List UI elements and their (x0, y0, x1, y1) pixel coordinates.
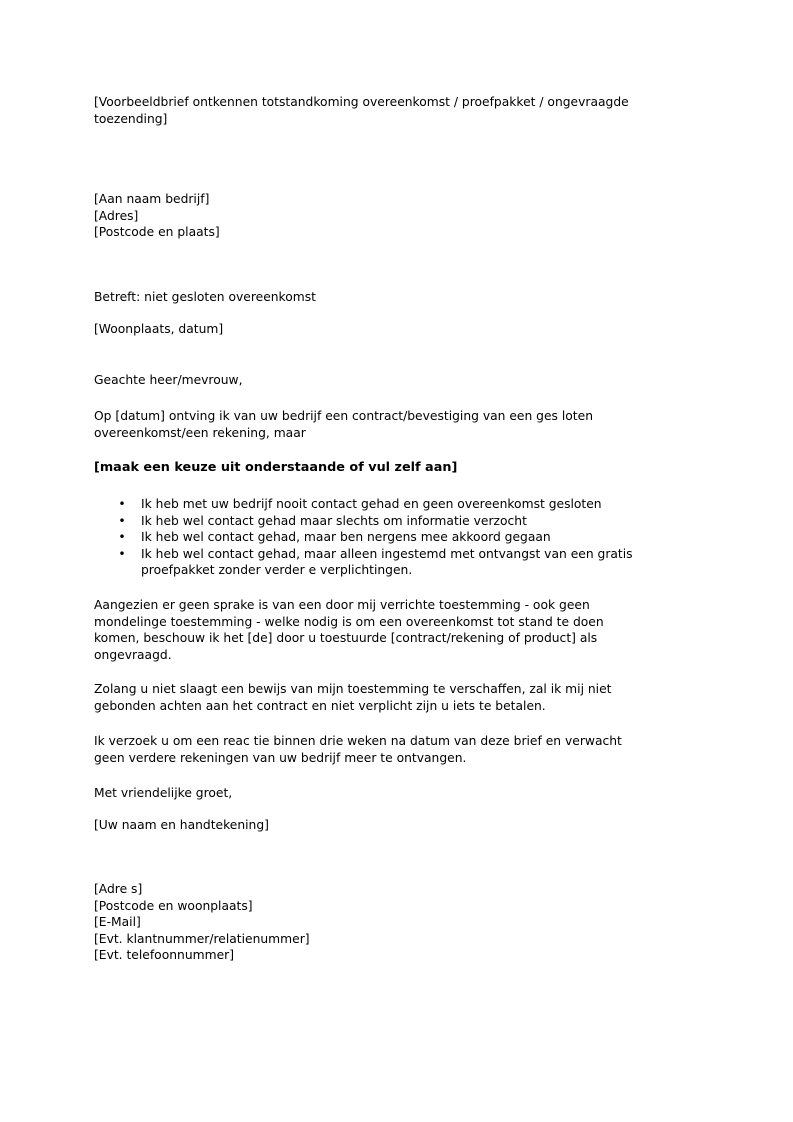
paragraph-request (94, 733, 694, 766)
letter-title (94, 94, 694, 127)
paragraph-line: mondelinge toestemming - welke nodig is om een overeenkomst tot stand te doen (94, 614, 604, 629)
list-item (94, 513, 694, 530)
bullet-icon: • (118, 513, 126, 528)
intro-paragraph (94, 408, 694, 441)
salutation-text: Geachte heer/mevrouw, (94, 373, 243, 387)
paragraph-line: komen, beschouw ik het [de] door u toestuurde [contract/rekening of product] als (94, 631, 598, 645)
place-date-text: [Woonplaats, datum] (94, 322, 224, 336)
choice-heading-text: [maak een keuze uit onderstaande of vul zelf aan] (94, 460, 458, 475)
salutation (94, 372, 694, 389)
letter-title-line: [Voorbeeldbrief ontkennen totstandkoming overeenkomst / proefpakket / ongevraagde (94, 95, 629, 109)
paragraph-line: Zolang u niet slaagt een bewijs van mijn toestemming te verschaffen, zal ik mij niet (94, 682, 612, 696)
letter-title-line: toezending] (94, 111, 168, 126)
options-list (94, 496, 694, 579)
signature-text: [Uw naam en handtekening] (94, 818, 269, 832)
intro-line: Op [datum] ontving ik van uw bedrijf een contract/bevestiging van een ges loten (94, 409, 593, 423)
paragraph-line: Aangezien er geen sprake is van een door mij verrichte toestemming - ook geen (94, 598, 590, 612)
sender-customer-number: [Evt. klantnummer/relatienummer] (94, 931, 310, 946)
sender-phone: [Evt. telefoonnummer] (94, 948, 234, 962)
option-text: Ik heb wel contact gehad, maar alleen ingestemd met ontvangst van een gratis (141, 546, 633, 561)
sender-postcode-city: [Postcode en woonplaats] (94, 898, 253, 913)
place-date (94, 321, 694, 338)
option-text: Ik heb wel contact gehad, maar ben nergens mee akkoord gegaan (141, 530, 551, 544)
recipient-address: [Adres] (94, 208, 139, 223)
list-item (94, 546, 694, 579)
choice-heading (94, 460, 694, 477)
option-text: Ik heb met uw bedrijf nooit contact gehad en geen overeenkomst gesloten (141, 497, 602, 511)
sender-address: [Adre s] (94, 882, 143, 896)
bullet-icon: • (118, 530, 126, 544)
paragraph-line: geen verdere rekeningen van uw bedrijf meer te ontvangen. (94, 750, 467, 765)
option-text: Ik heb wel contact gehad maar slechts om informatie verzocht (141, 513, 527, 528)
subject-text: Betreft: niet gesloten overeenkomst (94, 290, 316, 304)
signature-placeholder (94, 817, 694, 834)
paragraph-line: ongevraagd. (94, 647, 172, 662)
paragraph-proof (94, 681, 694, 714)
bullet-icon: • (118, 546, 126, 561)
recipient-name: [Aan naam bedrijf] (94, 192, 210, 206)
list-item (94, 496, 694, 513)
sender-block (94, 881, 694, 964)
intro-line: overeenkomst/een rekening, maar (94, 425, 306, 440)
paragraph-line: gebonden achten aan het contract en niet verplicht zijn u iets te betalen. (94, 698, 546, 713)
list-item (94, 529, 694, 546)
option-text-continued: proefpakket zonder verder e verplichtingen. (141, 563, 413, 577)
subject-line (94, 289, 694, 306)
recipient-block (94, 191, 694, 241)
paragraph-line: Ik verzoek u om een reac tie binnen drie weken na datum van deze brief en verwacht (94, 734, 622, 748)
sender-email: [E-Mail] (94, 915, 141, 929)
paragraph-consent (94, 597, 694, 663)
recipient-postcode-city: [Postcode en plaats] (94, 225, 220, 239)
closing-text: Met vriendelijke groet, (94, 786, 233, 800)
closing (94, 785, 694, 802)
bullet-icon: • (118, 497, 126, 511)
